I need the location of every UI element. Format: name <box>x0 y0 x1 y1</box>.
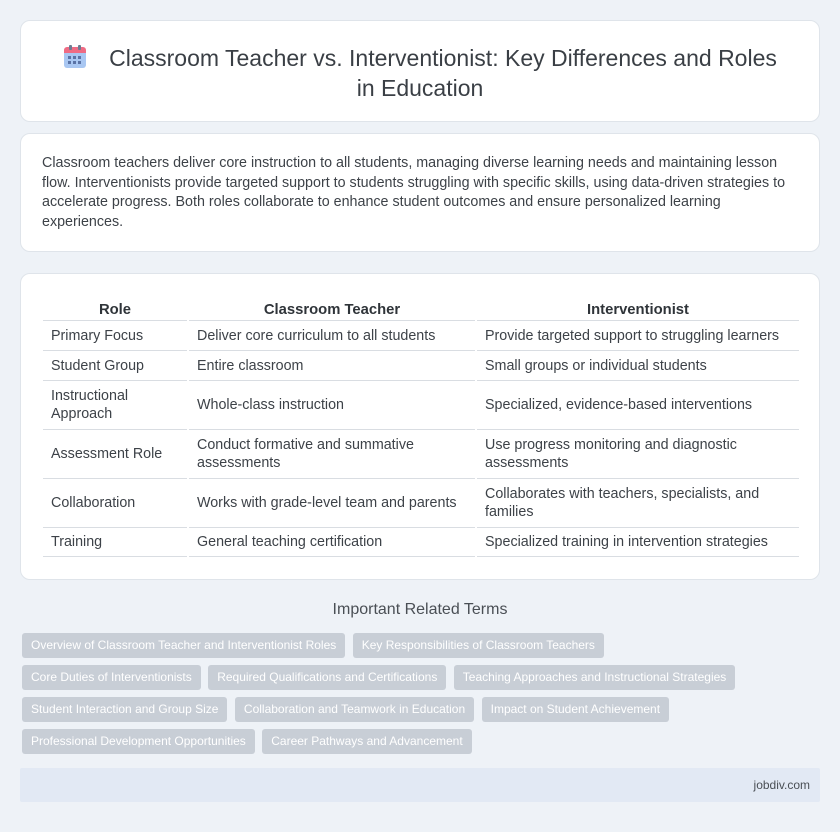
comparison-card <box>20 273 820 580</box>
table-row <box>43 528 799 557</box>
intro-card <box>20 133 820 252</box>
interventionist-cell: Use progress monitoring and diagnostic assessments <box>477 430 799 479</box>
footer <box>20 768 820 802</box>
row-label: Student Group <box>43 351 187 381</box>
related-term-link[interactable]: Professional Development Opportunities <box>22 729 255 754</box>
interventionist-cell: Specialized, evidence-based interventions <box>477 381 799 430</box>
related-term-link[interactable]: Key Responsibilities of Classroom Teachers <box>353 633 604 658</box>
related-terms-list <box>22 633 792 761</box>
calendar-icon <box>63 45 87 69</box>
related-term-link[interactable]: Required Qualifications and Certifications <box>208 665 446 690</box>
related-term-link[interactable]: Core Duties of Interventionists <box>22 665 201 690</box>
table-row <box>43 430 799 479</box>
header-interventionist: Interventionist <box>477 294 799 321</box>
page-title: Classroom Teacher vs. Interventionist: Key Differences and Roles in Education <box>109 45 777 101</box>
intro-text: Classroom teachers deliver core instruction to all students, managing diverse learning needs and maintaining lesson flow. Interventionists provide targeted support to students struggling with specific skills, using data-driven strategies to accelerate progress. Both roles collaborate to enhance student outcomes and ensure personalized learning experiences. <box>42 155 786 230</box>
teacher-cell: General teaching certification <box>189 528 475 557</box>
row-label: Assessment Role <box>43 430 187 479</box>
header-classroom-teacher: Classroom Teacher <box>189 294 475 321</box>
interventionist-cell: Specialized training in intervention strategies <box>477 528 799 557</box>
teacher-cell: Deliver core curriculum to all students <box>189 321 475 351</box>
row-label: Primary Focus <box>43 321 187 351</box>
table-row <box>43 321 799 351</box>
teacher-cell: Conduct formative and summative assessments <box>189 430 475 479</box>
header-role: Role <box>43 294 187 321</box>
comparison-table <box>41 294 801 557</box>
row-label: Training <box>43 528 187 557</box>
related-term-link[interactable]: Career Pathways and Advancement <box>262 729 471 754</box>
related-term-link[interactable]: Collaboration and Teamwork in Education <box>235 697 474 722</box>
interventionist-cell: Collaborates with teachers, specialists, and families <box>477 479 799 528</box>
row-label: Collaboration <box>43 479 187 528</box>
table-row <box>43 479 799 528</box>
teacher-cell: Works with grade-level team and parents <box>189 479 475 528</box>
interventionist-cell: Provide targeted support to struggling learners <box>477 321 799 351</box>
related-term-link[interactable]: Teaching Approaches and Instructional Strategies <box>454 665 736 690</box>
title-card <box>20 20 820 122</box>
teacher-cell: Whole-class instruction <box>189 381 475 430</box>
related-term-link[interactable]: Student Interaction and Group Size <box>22 697 227 722</box>
related-term-link[interactable]: Impact on Student Achievement <box>482 697 669 722</box>
related-terms-title: Important Related Terms <box>332 601 508 618</box>
table-row <box>43 381 799 430</box>
related-term-link[interactable]: Overview of Classroom Teacher and Interventionist Roles <box>22 633 345 658</box>
row-label: Instructional Approach <box>43 381 187 430</box>
table-row <box>43 351 799 381</box>
interventionist-cell: Small groups or individual students <box>477 351 799 381</box>
teacher-cell: Entire classroom <box>189 351 475 381</box>
page-title-wrap <box>21 43 819 103</box>
table-header-row <box>43 294 799 321</box>
footer-site-link[interactable]: jobdiv.com <box>753 778 810 792</box>
